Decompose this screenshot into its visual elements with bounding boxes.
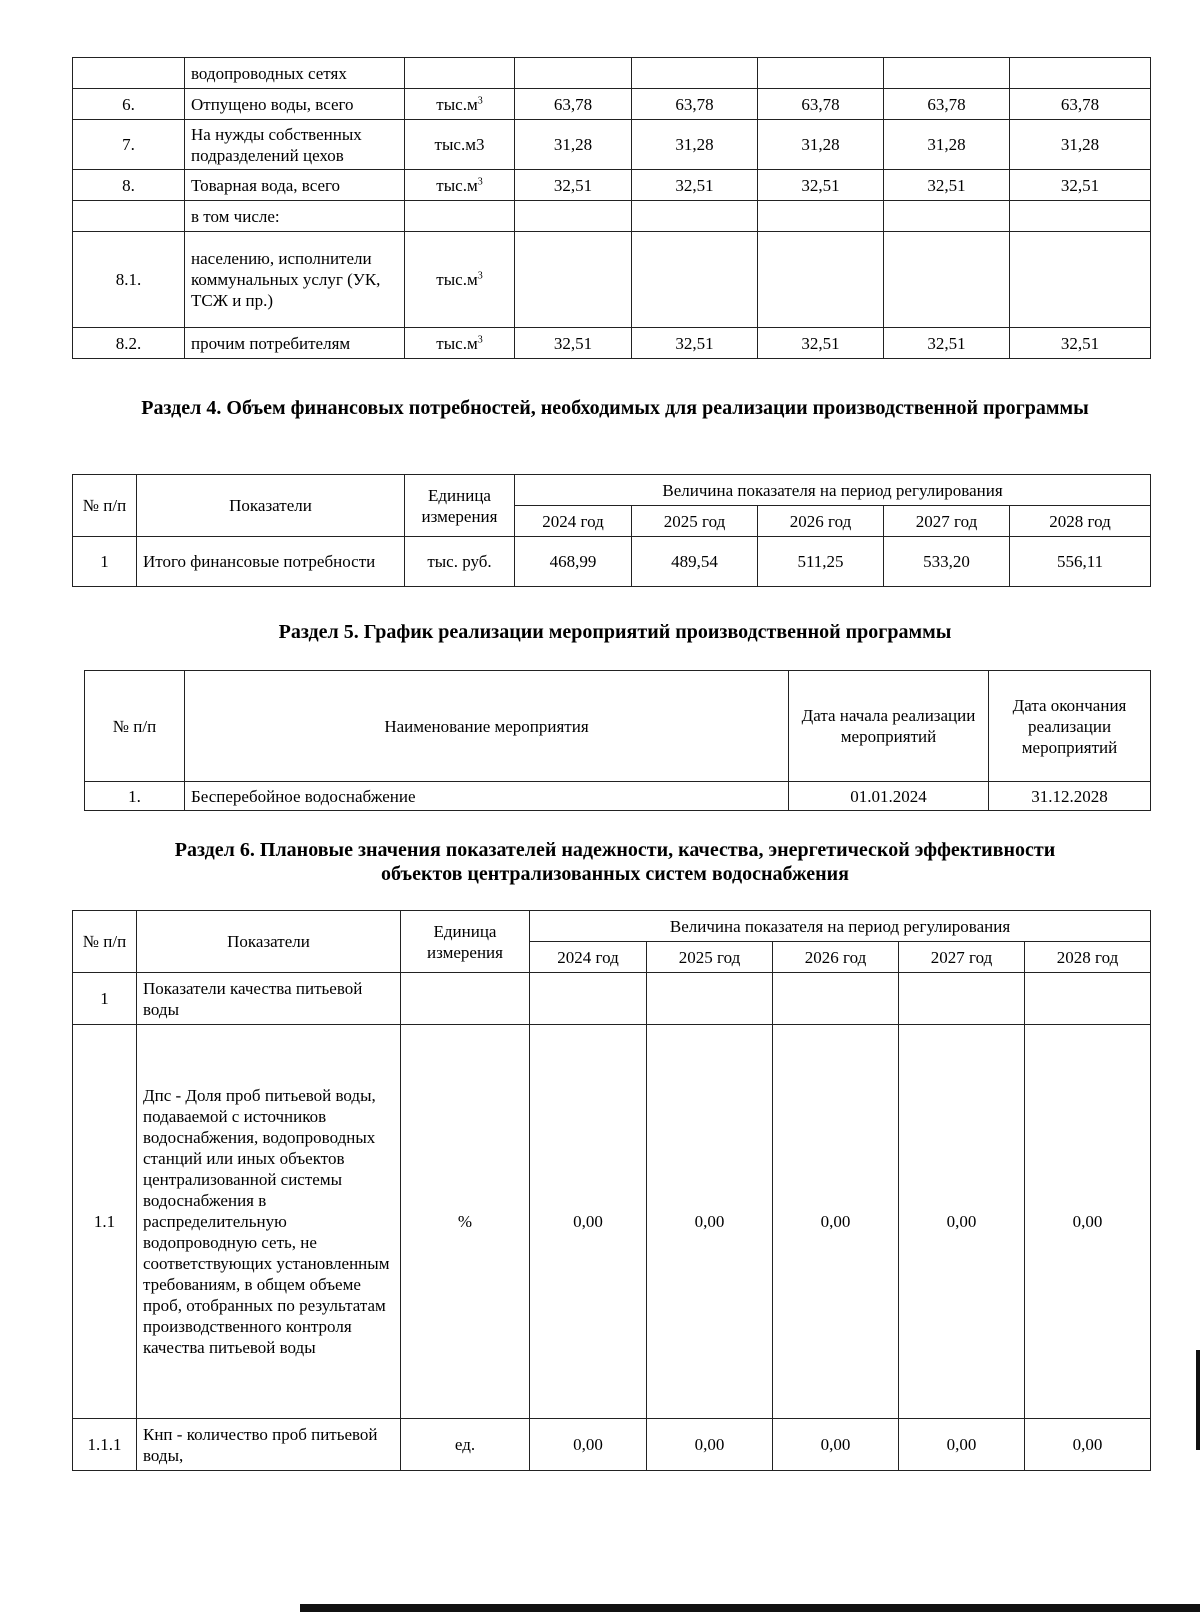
value-cell: 31,28 — [884, 120, 1010, 170]
header-num: № п/п — [85, 671, 185, 782]
value-cell: 556,11 — [1010, 537, 1151, 587]
table-row — [73, 201, 1151, 232]
value-cell: 32,51 — [515, 328, 632, 359]
row-unit — [405, 58, 515, 89]
row-name: Итого финансовые потребности — [137, 537, 405, 587]
header-year: 2024 год — [530, 942, 647, 973]
production-table — [72, 57, 1151, 359]
value-cell: 63,78 — [758, 89, 884, 120]
value-cell — [758, 58, 884, 89]
row-name: Товарная вода, всего — [185, 170, 405, 201]
header-year: 2025 год — [632, 506, 758, 537]
value-cell — [647, 973, 773, 1025]
value-cell — [515, 58, 632, 89]
header-year: 2027 год — [899, 942, 1025, 973]
header-indicator: Показатели — [137, 911, 401, 973]
table-row — [73, 537, 1151, 587]
finance-table — [72, 474, 1151, 587]
table-row — [73, 89, 1151, 120]
row-name: На нужды собственных подразделений цехов — [185, 120, 405, 170]
row-number: 1 — [73, 973, 137, 1025]
row-number — [73, 58, 185, 89]
value-cell: 63,78 — [515, 89, 632, 120]
value-cell: 32,51 — [632, 170, 758, 201]
value-cell: 533,20 — [884, 537, 1010, 587]
header-year: 2028 год — [1010, 506, 1151, 537]
row-unit — [405, 232, 515, 328]
row-name: Отпущено воды, всего — [185, 89, 405, 120]
header-end-date: Дата окончания реализации мероприятий — [989, 671, 1151, 782]
header-year: 2028 год — [1025, 942, 1151, 973]
value-cell — [773, 973, 899, 1025]
row-unit — [405, 201, 515, 232]
value-cell: 32,51 — [758, 170, 884, 201]
header-year: 2024 год — [515, 506, 632, 537]
value-cell — [1010, 58, 1151, 89]
value-cell: 32,51 — [1010, 328, 1151, 359]
value-cell: 31,28 — [758, 120, 884, 170]
table-row — [73, 232, 1151, 328]
value-cell — [1025, 973, 1151, 1025]
value-cell: 63,78 — [1010, 89, 1151, 120]
value-cell: 32,51 — [884, 170, 1010, 201]
value-cell — [884, 201, 1010, 232]
value-cell — [758, 232, 884, 328]
value-cell — [530, 973, 647, 1025]
header-year: 2027 год — [884, 506, 1010, 537]
value-cell: 0,00 — [899, 1419, 1025, 1471]
row-name: в том числе: — [185, 201, 405, 232]
value-cell: 32,51 — [632, 328, 758, 359]
table-row — [73, 120, 1151, 170]
value-cell — [632, 232, 758, 328]
unit-text: тыс.м3 — [434, 135, 485, 154]
value-cell: 32,51 — [1010, 170, 1151, 201]
value-cell: 468,99 — [515, 537, 632, 587]
value-cell — [1010, 232, 1151, 328]
value-cell — [632, 201, 758, 232]
value-cell: 32,51 — [758, 328, 884, 359]
header-unit: Единица измерения — [405, 475, 515, 537]
unit-text: тыс.м — [436, 175, 478, 195]
table-row — [73, 1025, 1151, 1419]
value-cell — [1010, 201, 1151, 232]
unit-text: тыс.м — [436, 333, 478, 353]
row-name: водопроводных сетях — [185, 58, 405, 89]
row-name: Кнп - количество проб питьевой воды, — [137, 1419, 401, 1471]
row-name: Показатели качества питьевой воды — [137, 973, 401, 1025]
header-period: Величина показателя на период регулирования — [530, 911, 1151, 942]
row-number: 8.1. — [73, 232, 185, 328]
header-year: 2026 год — [773, 942, 899, 973]
row-number: 8. — [73, 170, 185, 201]
header-year: 2025 год — [647, 942, 773, 973]
value-cell: 0,00 — [647, 1025, 773, 1419]
value-cell: 0,00 — [899, 1025, 1025, 1419]
row-unit — [405, 120, 515, 170]
row-name: прочим потребителям — [185, 328, 405, 359]
value-cell — [899, 973, 1025, 1025]
row-number: 8.2. — [73, 328, 185, 359]
section5-title: Раздел 5. График реализации мероприятий производственной программы — [278, 621, 952, 643]
header-num: № п/п — [73, 911, 137, 973]
header-name: Наименование мероприятия — [185, 671, 789, 782]
row-unit — [405, 328, 515, 359]
value-cell — [884, 232, 1010, 328]
value-cell — [758, 201, 884, 232]
value-cell: 32,51 — [884, 328, 1010, 359]
unit-text: тыс.м — [436, 270, 478, 289]
row-number: 1.1.1 — [73, 1419, 137, 1471]
row-unit: ед. — [401, 1419, 530, 1471]
row-number: 1. — [85, 782, 185, 811]
table-row — [73, 1419, 1151, 1471]
row-unit — [401, 973, 530, 1025]
table-row — [73, 328, 1151, 359]
value-cell: 511,25 — [758, 537, 884, 587]
header-num: № п/п — [73, 475, 137, 537]
row-number — [73, 201, 185, 232]
row-number: 1.1 — [73, 1025, 137, 1419]
header-year: 2026 год — [758, 506, 884, 537]
row-number: 7. — [73, 120, 185, 170]
value-cell: 31,28 — [515, 120, 632, 170]
value-cell: 0,00 — [773, 1025, 899, 1419]
row-number: 6. — [73, 89, 185, 120]
value-cell: 31,28 — [632, 120, 758, 170]
value-cell — [515, 232, 632, 328]
value-cell: 0,00 — [530, 1025, 647, 1419]
table-row — [73, 58, 1151, 89]
header-start-date: Дата начала реализации мероприятий — [789, 671, 989, 782]
table-row — [73, 973, 1151, 1025]
value-cell: 0,00 — [773, 1419, 899, 1471]
row-unit — [405, 89, 515, 120]
unit-superscript: 3 — [477, 175, 483, 187]
scan-edge-mark — [1196, 1350, 1200, 1450]
scan-bottom-line — [300, 1604, 1200, 1612]
row-number: 1 — [73, 537, 137, 587]
row-unit: тыс. руб. — [405, 537, 515, 587]
value-cell: 31,28 — [1010, 120, 1151, 170]
table-row — [85, 782, 1151, 811]
unit-superscript: 3 — [477, 270, 483, 282]
value-cell: 0,00 — [1025, 1419, 1151, 1471]
header-indicator: Показатели — [137, 475, 405, 537]
reliability-table — [72, 910, 1151, 1471]
row-end-date: 31.12.2028 — [989, 782, 1151, 811]
section4-title: Раздел 4. Объем финансовых потребностей, необходимых для реализации производственной программы — [141, 397, 1089, 419]
unit-superscript: 3 — [477, 333, 483, 345]
row-start-date: 01.01.2024 — [789, 782, 989, 811]
unit-text: тыс.м — [436, 94, 478, 114]
value-cell — [632, 58, 758, 89]
row-name: Дпс - Доля проб питьевой воды, подаваемой с источников водоснабжения, водопроводных станций или иных объектов централизованной системы водоснабжения в распределительную водопроводную сеть, не соответствующих установленным требованиям, в общем объеме проб, отобранных по результатам производственного контроля качества питьевой воды — [137, 1025, 401, 1419]
value-cell: 489,54 — [632, 537, 758, 587]
header-unit: Единица измерения — [401, 911, 530, 973]
unit-superscript: 3 — [477, 94, 483, 106]
row-unit — [405, 170, 515, 201]
value-cell: 0,00 — [647, 1419, 773, 1471]
value-cell — [515, 201, 632, 232]
value-cell: 32,51 — [515, 170, 632, 201]
row-name: населению, исполнители коммунальных услуг (УК, ТСЖ и пр.) — [185, 232, 405, 328]
value-cell: 0,00 — [530, 1419, 647, 1471]
row-unit: % — [401, 1025, 530, 1419]
header-period: Величина показателя на период регулирования — [515, 475, 1151, 506]
section6-title: Раздел 6. Плановые значения показателей надежности, качества, энергетической эффективности объектов централизованных систем водоснабжения — [174, 839, 1056, 885]
schedule-table — [84, 670, 1151, 811]
value-cell: 0,00 — [1025, 1025, 1151, 1419]
value-cell — [884, 58, 1010, 89]
value-cell: 63,78 — [884, 89, 1010, 120]
row-name: Бесперебойное водоснабжение — [185, 782, 789, 811]
value-cell: 63,78 — [632, 89, 758, 120]
table-row — [73, 170, 1151, 201]
